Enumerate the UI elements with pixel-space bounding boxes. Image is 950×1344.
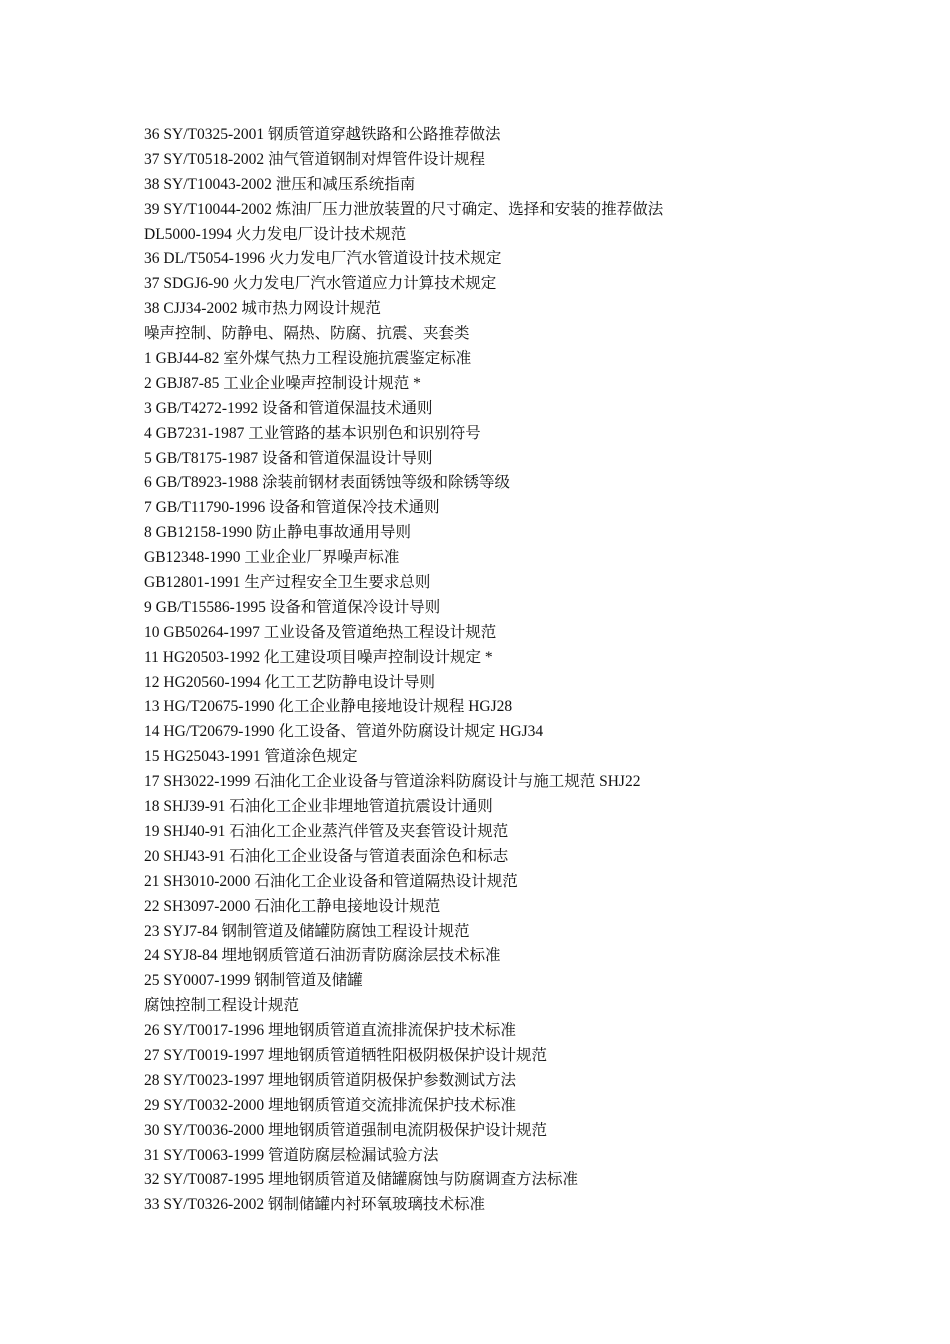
list-item: 15 HG25043-1991 管道涂色规定: [144, 748, 358, 766]
list-item: 24 SYJ8-84 埋地钢质管道石油沥青防腐涂层技术标准: [144, 947, 501, 965]
list-item: 19 SHJ40-91 石油化工企业蒸汽伴管及夹套管设计规范: [144, 822, 509, 840]
list-item: 5 GB/T8175-1987 设备和管道保温设计导则: [144, 449, 433, 467]
list-item: 28 SY/T0023-1997 埋地钢质管道阴极保护参数测试方法: [144, 1071, 517, 1089]
list-item: 6 GB/T8923-1988 涂装前钢材表面锈蚀等级和除锈等级: [144, 474, 510, 492]
list-item: 9 GB/T15586-1995 设备和管道保冷设计导则: [144, 598, 441, 616]
list-item: 26 SY/T0017-1996 埋地钢质管道直流排流保护技术标准: [144, 1022, 517, 1040]
list-item: 37 SY/T0518-2002 油气管道钢制对焊管件设计规程: [144, 150, 486, 168]
list-item: 29 SY/T0032-2000 埋地钢质管道交流排流保护技术标准: [144, 1096, 517, 1114]
list-item: 33 SY/T0326-2002 钢制储罐内衬环氧玻璃技术标准: [144, 1196, 486, 1214]
list-item: 38 CJJ34-2002 城市热力网设计规范: [144, 300, 381, 318]
list-item: 39 SY/T10044-2002 炼油厂压力泄放装置的尺寸确定、选择和安装的推荐做法: [144, 200, 664, 218]
list-item: DL5000-1994 火力发电厂设计技术规范: [144, 225, 407, 243]
list-item: 32 SY/T0087-1995 埋地钢质管道及储罐腐蚀与防腐调查方法标准: [144, 1171, 579, 1189]
list-item: 4 GB7231-1987 工业管路的基本识别色和识别符号: [144, 424, 481, 442]
list-item: 14 HG/T20679-1990 化工设备、管道外防腐设计规定 HGJ34: [144, 723, 544, 741]
list-item: 1 GBJ44-82 室外煤气热力工程设施抗震鉴定标准: [144, 350, 472, 368]
list-item: 25 SY0007-1999 钢制管道及储罐: [144, 972, 363, 990]
section-heading: 噪声控制、防静电、隔热、防腐、抗震、夹套类: [144, 325, 470, 343]
list-item-continuation: 腐蚀控制工程设计规范: [144, 997, 300, 1015]
list-item: GB12801-1991 生产过程安全卫生要求总则: [144, 574, 431, 592]
list-item: 30 SY/T0036-2000 埋地钢质管道强制电流阴极保护设计规范: [144, 1121, 548, 1139]
list-item: 37 SDGJ6-90 火力发电厂汽水管道应力计算技术规定: [144, 275, 497, 293]
list-item: 22 SH3097-2000 石油化工静电接地设计规范: [144, 897, 441, 915]
list-item: 13 HG/T20675-1990 化工企业静电接地设计规程 HGJ28: [144, 698, 513, 716]
standards-list: [144, 123, 864, 1218]
list-item: 18 SHJ39-91 石油化工企业非埋地管道抗震设计通则: [144, 798, 493, 816]
list-item: 36 SY/T0325-2001 钢质管道穿越铁路和公路推荐做法: [144, 126, 501, 143]
list-item: 36 DL/T5054-1996 火力发电厂汽水管道设计技术规定: [144, 250, 502, 268]
list-item: 21 SH3010-2000 石油化工企业设备和管道隔热设计规范: [144, 872, 518, 890]
list-item: 38 SY/T10043-2002 泄压和减压系统指南: [144, 175, 416, 193]
list-item: 11 HG20503-1992 化工建设项目噪声控制设计规定 *: [144, 648, 493, 666]
list-item: 17 SH3022-1999 石油化工企业设备与管道涂料防腐设计与施工规范 SHJ22: [144, 773, 641, 791]
list-item: 7 GB/T11790-1996 设备和管道保冷技术通则: [144, 499, 440, 517]
list-item: 10 GB50264-1997 工业设备及管道绝热工程设计规范: [144, 623, 497, 641]
list-item: 27 SY/T0019-1997 埋地钢质管道牺牲阳极阴极保护设计规范: [144, 1046, 548, 1064]
list-item: 20 SHJ43-91 石油化工企业设备与管道表面涂色和标志: [144, 847, 509, 865]
list-item: 3 GB/T4272-1992 设备和管道保温技术通则: [144, 399, 433, 417]
list-item: 12 HG20560-1994 化工工艺防静电设计导则: [144, 673, 436, 691]
list-item: 2 GBJ87-85 工业企业噪声控制设计规范 *: [144, 374, 421, 392]
list-item: 8 GB12158-1990 防止静电事故通用导则: [144, 524, 411, 542]
list-item: 23 SYJ7-84 钢制管道及储罐防腐蚀工程设计规范: [144, 922, 470, 940]
list-item: GB12348-1990 工业企业厂界噪声标准: [144, 549, 400, 567]
list-item: 31 SY/T0063-1999 管道防腐层检漏试验方法: [144, 1146, 439, 1164]
